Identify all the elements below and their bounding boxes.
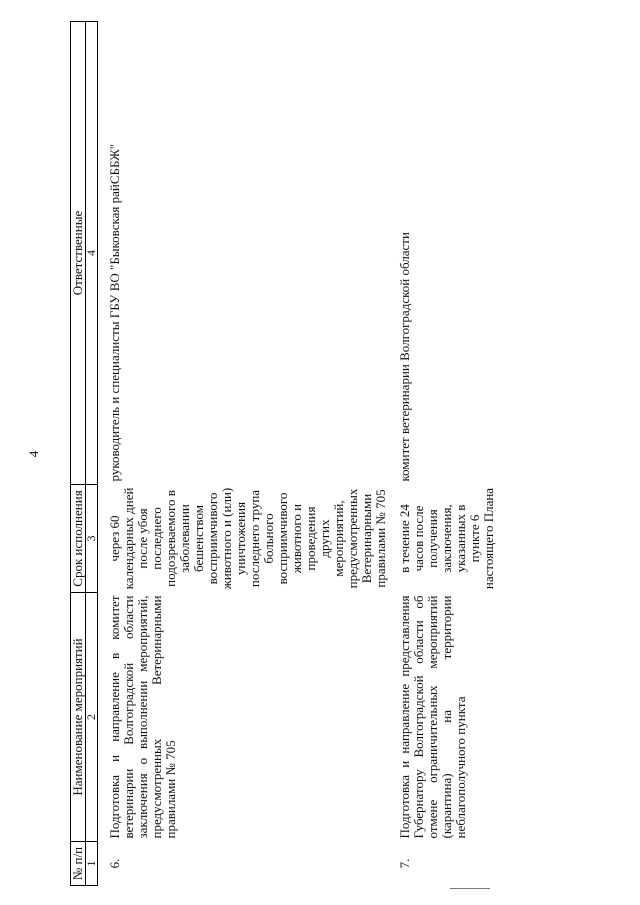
table-row [388,22,496,886]
table-header-row [71,22,86,886]
header-name: Наименование мероприятий [71,593,86,842]
header-term: Срок исполнения [71,485,86,593]
row-term: в течение 24 часов после получения заключения, указанных в пункте 6 настоящего Плана [397,487,496,590]
row-number: 6. [107,858,122,869]
row-responsible: комитет ветеринарии Волгоградской области [397,232,412,482]
page-number: 4 [26,450,41,458]
row-number: 7. [397,858,412,869]
scan-mark [450,888,490,889]
row-measure-name: Подготовка и направление представления Губернатору Волгоградской области об отмене ограничительных мероприятий (карантина) на территории неблагополучного пункта [397,595,468,839]
row-term: через 60 календарных дней после убоя последнего подозреваемого в заболевании бешенством восприимчивого животного и (или) уничтожения последнего трупа больного восприимчивого животного и проведения других мероприятий, предусмотренных Ветеринарными правилами № 705 [107,487,388,590]
row-measure-name: Подготовка и направление в комитет ветеринарии Волгоградской области заключения о выполнении мероприятий, предусмотренных Ветеринарными правилами № 705 [107,595,178,839]
column-number: 4 [86,22,98,485]
table-row [98,22,389,886]
measures-table [70,21,496,886]
header-responsible: Ответственные [71,22,86,485]
column-number: 3 [86,485,98,593]
column-number: 2 [86,593,98,842]
header-number: № п/п [71,842,86,886]
column-number-row [86,22,98,886]
column-number: 1 [86,842,98,886]
rotated-page-content [20,22,572,886]
row-responsible: руководитель и специалисты ГБУ ВО "Быковская райСББЖ" [107,143,122,482]
